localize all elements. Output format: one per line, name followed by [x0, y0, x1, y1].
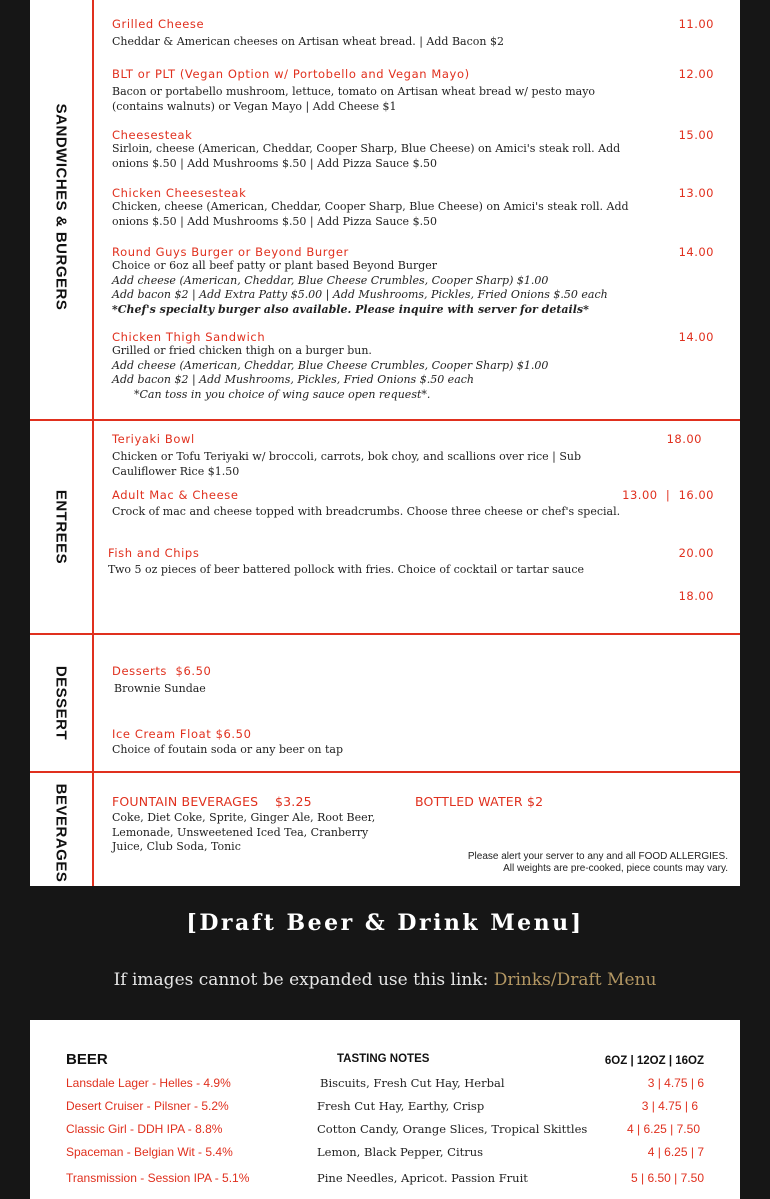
beer-row: Transmission - Session IPA - 5.1% Pine Needles, Apricot. Passion Fruit 5 | 6.50 | 7.50: [66, 1171, 704, 1185]
beer-menu-image[interactable]: [30, 1020, 740, 1199]
menu-item: Desserts $6.50 Brownie Sundae: [112, 664, 212, 695]
menu-item: Teriyaki Bowl 18.00 Chicken or Tofu Teriyaki w/ broccoli, carrots, bok choy, and scallions over rice | Sub Cauliflower Rice $1.50: [112, 432, 702, 478]
link-prefix: If images cannot be expanded use this link:: [113, 970, 494, 990]
menu-item: Ice Cream Float $6.50 Choice of foutain soda or any beer on tap: [112, 727, 343, 756]
section-entrees: ENTREES Teriyaki Bowl 18.00 Chicken or Tofu Teriyaki w/ broccoli, carrots, bok choy, and scallions over rice | Sub Cauliflower Rice $1.50 Adult Mac & Cheese 13.00 | 16.00 Crock of mac and cheese topped with breadcrumbs. Choose three cheese or chef's special. Fish and Chips 20.00 Two 5 oz pieces of beer battered pollock with fries. Choice of cocktail or tartar sauce 18.00: [30, 421, 740, 635]
menu-item: FOUNTAIN BEVERAGES $3.25 Coke, Diet Coke, Sprite, Ginger Ale, Root Beer, Lemonade, Unsweetened Iced Tea, Cranberry Juice, Club Soda, Tonic: [112, 794, 376, 853]
link-line: [0, 970, 770, 990]
menu-item: Adult Mac & Cheese 13.00 | 16.00 Crock of mac and cheese topped with breadcrumbs. Choose three cheese or chef's special.: [112, 488, 714, 518]
drinks-menu-link[interactable]: Drinks/Draft Menu: [493, 970, 657, 990]
food-menu-image[interactable]: [30, 0, 740, 886]
menu-item: Round Guys Burger or Beyond Burger 14.00 Choice or 6oz all beef patty or plant based Beyond Burger Add cheese (American, Cheddar, Blue Cheese Crumbles, Cooper Sharp) $1.00 Add bacon $2 | Add Extra Patty $5.00 | Add Mushrooms, Pickles, Fried Onions $.50 each *Chef's specialty burger also available. Please inquire with server for details*: [112, 245, 714, 316]
section-title: BEVERAGES: [52, 783, 70, 883]
menu-item: Chicken Thigh Sandwich 14.00 Grilled or fried chicken thigh on a burger bun. Add cheese (American, Cheddar, Blue Cheese Crumbles, Cooper Sharp) $1.00 Add bacon $2 | Add Mushrooms, Pickles, Fried Onions $.50 each *Can toss in you choice of wing sauce open request*.: [112, 330, 714, 401]
allergy-notice: Please alert your server to any and all FOOD ALLERGIES. All weights are pre-cooked, piece counts may vary.: [467, 851, 728, 874]
menu-item: Cheesesteak 15.00 Sirloin, cheese (American, Cheddar, Cooper Sharp, Blue Cheese) on Amici's steak roll. Add onions $.50 | Add Mushrooms $.50 | Add Pizza Sauce $.50: [112, 128, 714, 170]
menu-item: Fish and Chips 20.00 Two 5 oz pieces of beer battered pollock with fries. Choice of cocktail or tartar sauce: [108, 546, 714, 576]
beer-row: Spaceman - Belgian Wit - 5.4% Lemon, Black Pepper, Citrus 4 | 6.25 | 7: [66, 1145, 704, 1159]
tasting-notes-header: TASTING NOTES: [337, 1053, 430, 1065]
drink-menu-heading: [Draft Beer & Drink Menu]: [186, 910, 584, 936]
section-title: ENTREES: [52, 489, 70, 565]
menu-item: Grilled Cheese 11.00 Cheddar & American cheeses on Artisan wheat bread. | Add Bacon $2: [112, 17, 714, 48]
beer-row: Lansdale Lager - Helles - 4.9% Biscuits, Fresh Cut Hay, Herbal 3 | 4.75 | 6: [66, 1076, 704, 1090]
section-title: SANDWICHES & BURGERS: [52, 103, 70, 310]
menu-item: BOTTLED WATER $2: [415, 794, 544, 809]
menu-item: BLT or PLT (Vegan Option w/ Portobello and Vegan Mayo) 12.00 Bacon or portabello mushroom, lettuce, tomato on Artisan wheat bread w/ pesto mayo (contains walnuts) or Vegan Mayo | Add Cheese $1: [112, 67, 714, 113]
section-dessert: [30, 635, 740, 773]
beer-row: Classic Girl - DDH IPA - 8.8% Cotton Candy, Orange Slices, Tropical Skittles 4 | 6.25 | 7.50: [66, 1122, 700, 1136]
menu-item: Chicken Cheesesteak 13.00 Chicken, cheese (American, Cheddar, Cooper Sharp, Blue Cheese) on Amici's steak roll. Add onions $.50 | Add Mushrooms $.50 | Add Pizza Sauce $.50: [112, 186, 714, 228]
section-beverages: [30, 773, 740, 886]
beer-row: Desert Cruiser - Pilsner - 5.2% Fresh Cut Hay, Earthy, Crisp 3 | 4.75 | 6: [66, 1099, 698, 1113]
sizes-header: 6OZ | 12OZ | 16OZ: [604, 1055, 704, 1067]
section-sandwiches-burgers: [30, 0, 740, 421]
beer-title: BEER: [66, 1051, 108, 1068]
section-title: DESSERT: [52, 665, 70, 741]
